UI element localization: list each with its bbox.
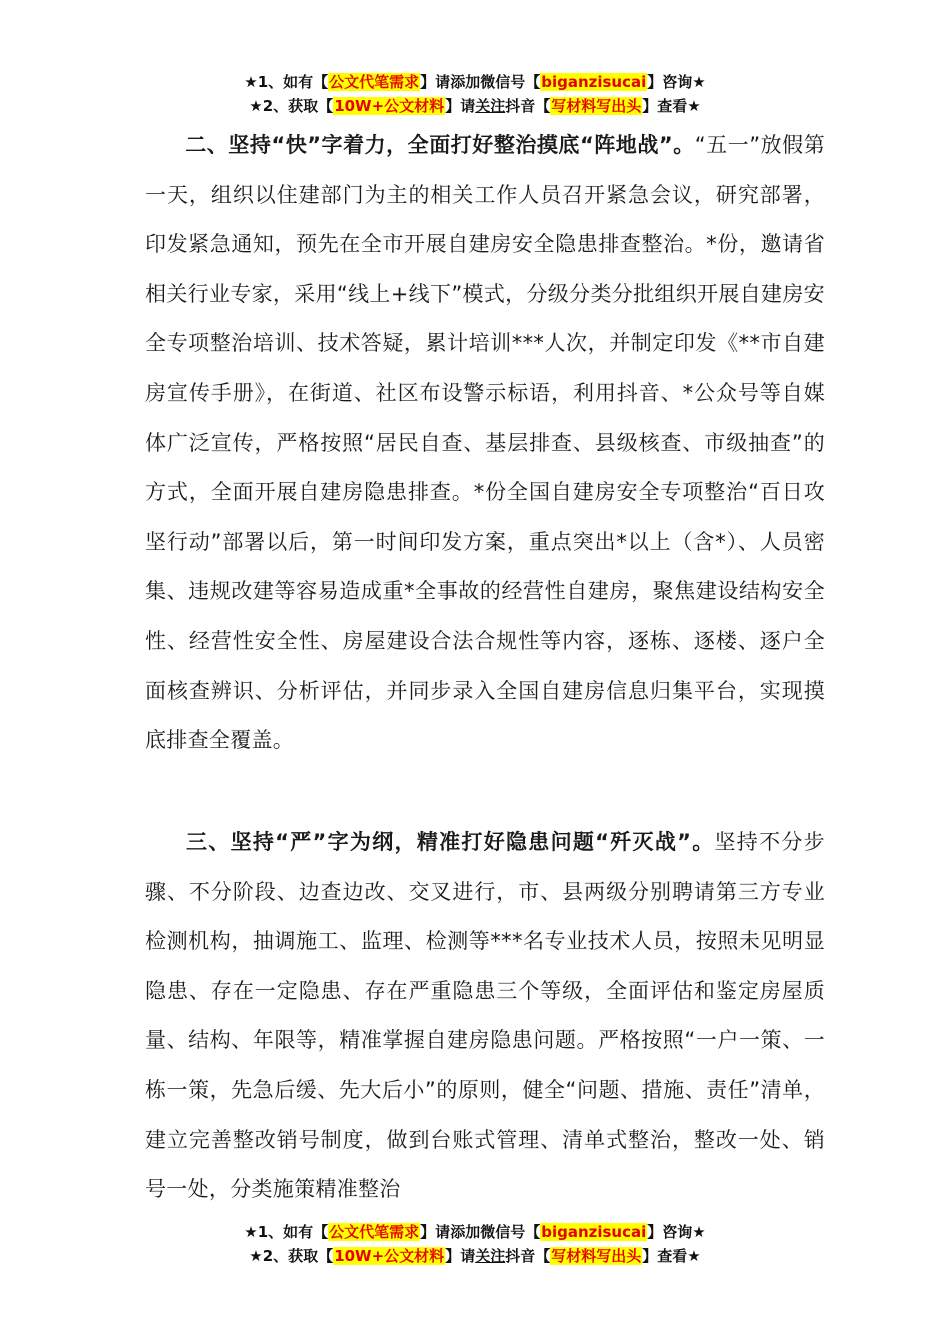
promo-wechat-id: biganzisucai (541, 73, 647, 91)
promo-douyin-id: 写材料写出头 (551, 1247, 642, 1265)
promo-emphasis: 添加 (450, 1223, 481, 1241)
paragraph-section-3 (145, 818, 825, 1215)
promo-text: 】请 (445, 97, 476, 115)
promo-highlight: 10W+公文材料 (334, 1247, 445, 1265)
promo-text: 】请 (445, 1247, 476, 1265)
promo-emphasis: 关注 (475, 1247, 506, 1265)
promo-banner-top (0, 70, 950, 118)
paragraph-section-2 (145, 121, 825, 766)
promo-highlight: 10W+公文材料 (334, 97, 445, 115)
section-body-3: 坚持不分步骤、不分阶段、边查边改、交叉进行，市、县两级分别聘请第三方专业检测机构，抽调施工、监理、检测等***名专业技术人员，按照未见明显隐患、存在一定隐患、存在严重隐患三个等级，全面评估和鉴定房屋质量、结构、年限等，精准掌握自建房隐患问题。严格按照“一户一策、一栋一策，先急后缓、先大后小”的原则，健全“问题、措施、责任”清单，建立完善整改销号制度，做到台账式管理、清单式整治，整改一处、销号一处，分类施策精准整治 (145, 830, 825, 1202)
promo-text: 】请 (420, 73, 451, 91)
promo-text: 】咨询★ (647, 1223, 706, 1241)
promo-wechat-id: biganzisucai (541, 1223, 647, 1241)
promo-text: 】查看★ (642, 1247, 701, 1265)
promo-text: ★2、获取【 (249, 97, 334, 115)
promo-text: 微信号【 (480, 1223, 541, 1241)
promo-highlight: 公文代笔需求 (329, 1223, 420, 1241)
promo-text: ★1、如有【 (244, 1223, 329, 1241)
promo-line-2 (0, 94, 950, 118)
promo-text: 微信号【 (480, 73, 541, 91)
promo-text: 】咨询★ (647, 73, 706, 91)
promo-text: ★2、获取【 (249, 1247, 334, 1265)
promo-emphasis: 添加 (450, 73, 481, 91)
promo-line-1 (0, 1220, 950, 1244)
promo-line-2 (0, 1244, 950, 1268)
promo-text: 】查看★ (642, 97, 701, 115)
promo-line-1 (0, 70, 950, 94)
section-heading-3: 三、坚持“严”字为纲，精准打好隐患问题“歼灭战”。 (185, 830, 715, 854)
promo-text: 抖音【 (505, 1247, 551, 1265)
section-body-2: “五一”放假第一天，组织以住建部门为主的相关工作人员召开紧急会议，研究部署，印发紧急通知，预先在全市开展自建房安全隐患排查整治。*份，邀请省相关行业专家，采用“线上+线下”模式，分级分类分批组织开展自建房安全专项整治培训、技术答疑，累计培训***人次，并制定印发《**市自建房宣传手册》，在街道、社区布设警示标语，利用抖音、*公众号等自媒体广泛宣传，严格按照“居民自查、基层排查、县级核查、市级抽查”的方式，全面开展自建房隐患排查。*份全国自建房安全专项整治“百日攻坚行动”部署以后，第一时间印发方案，重点突出*以上（含*）、人员密集、违规改建等容易造成重*全事故的经营性自建房，聚焦建设结构安全性、经营性安全性、房屋建设合法合规性等内容，逐栋、逐楼、逐户全面核查辨识、分析评估，并同步录入全国自建房信息归集平台，实现摸底排查全覆盖。 (145, 133, 825, 753)
promo-highlight: 公文代笔需求 (329, 73, 420, 91)
promo-douyin-id: 写材料写出头 (551, 97, 642, 115)
promo-text: 】请 (420, 1223, 451, 1241)
section-heading-2: 二、坚持“快”字着力，全面打好整治摸底“阵地战”。 (185, 133, 695, 157)
promo-text: 抖音【 (505, 97, 551, 115)
promo-banner-bottom (0, 1220, 950, 1268)
promo-text: ★1、如有【 (244, 73, 329, 91)
promo-emphasis: 关注 (475, 97, 506, 115)
